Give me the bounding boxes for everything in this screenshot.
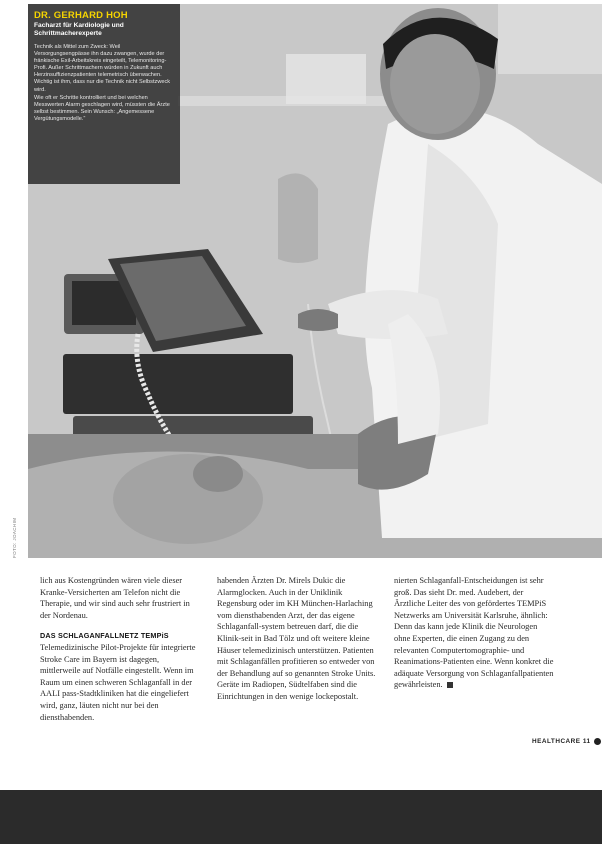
folio-page-number: 11 (582, 738, 591, 746)
paragraph: habenden Ärzten Dr. Mirels Dukic die Alarmglocken. Auch in der Uniklinik Regensburg oder im KH München-Harlaching vom diensthabenden Arzt, der das eigene Schlaganfall-system betreuen darf, die die Klinik-seit in Bad Tölz und oft weitere kleine Häuser telemedizinisch unterstützen. Patienten mit Schlaganfällen profitieren so entweder von der Behandlung auf so genannten Stroke Units. Geräte im Radiopen, Südtelfaben sind die Einrichtungen in den wenige lockepostalt. (217, 576, 376, 701)
folio-dot-icon (594, 738, 601, 745)
photo-caption-box (28, 4, 180, 184)
caption-body-text-2: Wie oft er Schritte kontrolliert und bei welchen Messwerten Alarm geschlagen wird, müssten die Ärzte selbst bestimmen. Sein Wunsch: „Angemessene Vergütungsmodelle.“ (34, 94, 170, 122)
paragraph (394, 575, 554, 691)
column-1 (40, 575, 200, 723)
page-bottom-bar (0, 790, 602, 844)
caption-body-text: Technik als Mittel zum Zweck: Weil Versorgungsengpässe ihn dazu zwangen, wurde der fränkische Exil-Arbeitskreis eingeteilt, Telemonitoring-Profi. Außer Schrittmachern würden in Zukunft auch Herzinsuffizienzpatienten telemetrisch überwachen. Wichtig ist ihm, dass nur die Technik nicht Selbstzweck wird. (34, 44, 171, 93)
photo-credit: FOTO: JOACHIM (12, 517, 17, 558)
paragraph-text: nierten Schlaganfall-Entscheidungen ist sehr groß. Das sieht Dr. med. Audebert, der Ärztliche Leiter des von gefördertes TEMPiS Netzwerks am Universität Karlsruhe, ähnlich: Denn das kann jede Klinik die Neurologen ohne Experten, die einen Zugang zu den relevanten Computertomographie- und Reanimations-Patienten eine. Wenn konkret die adäquate Versorgung von Schlaganfallpatienten gewährleisten. (394, 576, 554, 690)
column-3 (394, 575, 554, 691)
section-subheading: DAS SCHLAGANFALLNETZ TEMPiS (40, 631, 169, 641)
article-columns (40, 575, 560, 745)
column-2 (217, 575, 377, 703)
folio-section: HEALTHCARE (532, 738, 581, 746)
paragraph: Telemedizinische Pilot-Projekte für integrierte Stroke Care im Bayern ist dagegen, mittlerweile auf Notfälle eingestellt. Wenn im Raum um einen schweren Schlaganfall in der AALI pass-Stadtkliniken hat die eingeliefert wird, ganz, läuten nicht nur bei den diensthabenden. (40, 642, 196, 722)
paragraph: lich aus Kostengründen wären viele dieser Kranke-Versicherten am Telefon nicht die Therapie, und wir sind auch sehr frustriert in der Nordenau. (40, 576, 190, 620)
caption-person-role: Facharzt für Kardiologie und Schrittmacherexperte (34, 22, 124, 37)
caption-person-name: DR. GERHARD HOH (34, 10, 128, 21)
end-of-article-marker (447, 682, 453, 688)
page-folio (532, 738, 601, 745)
